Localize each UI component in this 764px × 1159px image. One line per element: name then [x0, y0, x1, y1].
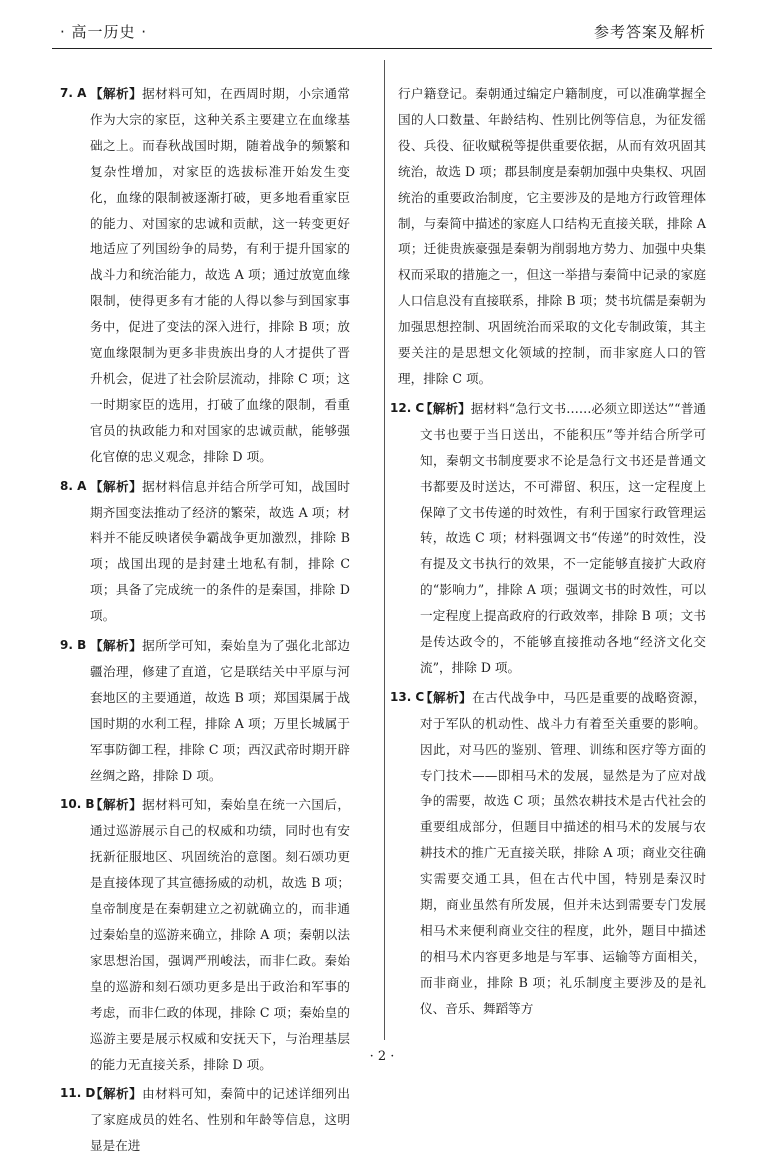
header-rule: [52, 48, 712, 49]
answer-text: 据材料可知，在西周时期，小宗通常作为大宗的家臣，这种关系主要建立在血缘基础之上。而春秋战国时期，随着战争的频繁和复杂性增加，对家臣的选拔标准开始发生变化，血缘的限制被逐渐打破，更多地看重家臣的能力、对国家的忠诚和贡献，这一转变更好地适应了列国纷争的局势，有利于提升国家的战斗力和统治能力，故选 A 项；通过放宽血缘限制，使得更多有才能的人得以参与到国家事务中，促进了变法的深入进行，排除 B 项；放宽血缘限制为更多非贵族出身的人才提供了晋升机会，促进了社会阶层流动，排除 C 项；这一时期家臣的选用，打破了血缘的限制，看重官员的执政能力和对国家的忠诚贡献，能够强化官僚的忠义观念，排除 D 项。: [90, 86, 351, 464]
answer-number: 13. C: [390, 689, 425, 704]
answer-item: [390, 685, 707, 1022]
header-title: 参考答案及解析: [593, 23, 706, 41]
answer-item: [60, 792, 351, 1077]
analysis-tag: 【解析】: [420, 689, 473, 705]
answer-text: 在古代战争中，马匹是重要的战略资源，对于军队的机动性、战斗力有着至关重要的影响。因此，对马匹的鉴别、管理、训练和医疗等方面的专门技术——即相马术的发展，显然是为了应对战争的需要，故选 C 项；虽然农耕技术是古代社会的重要组成部分，但题目中描述的相马术的发展与农耕技术的推广无直接关联，排除 A 项；商业交往确实需要交通工具，但在古代中国，特别是秦汉时期，商业虽然有所发展，但并未达到需要专门发展相马术来便利商业交往的程度，此外，题目中描述的相马术内容更多地是与军事、运输等方面相关，而非商业，排除 B 项；礼乐制度主要涉及的是礼仪、音乐、舞蹈等方: [420, 689, 707, 1016]
answer-number: 8. A: [60, 478, 87, 493]
answer-text: 据材料信息并结合所学可知，战国时期齐国变法推动了经济的繁荣，故选 A 项；材料并不能反映诸侯争霸战争更加激烈，排除 B 项；战国出现的是封建土地私有制，排除 C 项；具备了完成统一的条件的是秦国，排除 D 项。: [90, 478, 351, 624]
answer-text: 据材料“急行文书……必须立即送达”“普通文书也要于当日送出，不能积压”等并结合所学可知，秦朝文书制度要求不论是急行文书还是普通文书都要及时送达，不可滞留、积压，这一定程度上保障了文书传递的时效性，有利于国家行政管理运转，故选 C 项；材料强调文书“传递”的时效性，没有提及文书执行的效果，不一定能够直接扩大政府的“影响力”，排除 A 项；强调文书的时效性，可以一定程度上提高政府的行政效率，排除 B 项；文书是传达政令的，不能够直接推动各地“经济文化交流”，排除 D 项。: [420, 400, 706, 675]
answer-text: 据所学可知，秦始皇为了强化北部边疆治理，修建了直道，它是联结关中平原与河套地区的主要通道，故选 B 项；郑国渠属于战国时期的水利工程，排除 A 项；万里长城属于军事防御工程，排除 C 项；西汉武帝时期开辟丝绸之路，排除 D 项。: [90, 638, 351, 783]
analysis-tag: 【解析】: [90, 638, 143, 654]
answer-number: 12. C: [390, 400, 425, 415]
answer-item: [60, 474, 351, 629]
analysis-tag: 【解析】: [90, 86, 143, 101]
answer-item: [390, 396, 706, 681]
answer-text: 由材料可知，秦简中的记述详细列出了家庭成员的姓名、性别和年龄等信息，这明显是在进: [90, 1086, 351, 1154]
answer-item: [60, 81, 351, 470]
answer-number: 11. D: [60, 1086, 96, 1101]
header-subject: · 高一历史 ·: [60, 23, 148, 41]
page-number: · 2 ·: [369, 1049, 395, 1064]
analysis-tag: 【解析】: [90, 478, 143, 494]
answer-item: [60, 1081, 351, 1159]
answer-text: 据材料可知，秦始皇在统一六国后，通过巡游展示自己的权威和功绩，同时也有安抚新征服地区、巩固统治的意图。刻石颂功更是直接体现了其宣德扬威的动机，故选 B 项；皇帝制度是在秦朝建立之初就确立的，而非通过秦始皇的巡游来确立，排除 A 项；秦朝以法家思想治国，强调严刑峻法，而非仁政。秦始皇的巡游和刻石颂功更多是出于政治和军事的考虑，而非仁政的体现，排除 C 项；秦始皇的巡游主要是展示权威和安抚天下，与治理基层的能力无直接关系，排除 D 项。: [90, 797, 351, 1072]
continued-text: 行户籍登记。秦朝通过编定户籍制度，可以准确掌握全国的人口数量、年龄结构、性别比例等信息，为征发徭役、兵役、征收赋税等提供重要依据，从而有效巩固其统治，故选 D 项；郡县制度是秦朝加强中央集权、巩固统治的重要政治制度，它主要涉及的是地方行政管理体制，与秦简中描述的家庭人口结构无直接关联，排除 A 项；迁徙贵族豪强是秦朝为削弱地方势力、加强中央集权而采取的措施之一，但这一举措与秦简中记录的家庭人口信息没有直接联系，排除 B 项；焚书坑儒是秦朝为加强思想控制、巩固统治而采取的文化专制政策，其主要关注的是思想文化领域的控制，而非家庭人口的管理，排除 C 项。: [398, 86, 706, 386]
answer-number: 10. B: [60, 797, 95, 812]
analysis-tag: 【解析】: [90, 797, 143, 813]
column-divider: [384, 60, 385, 1040]
answer-number: 9. B: [60, 638, 87, 653]
analysis-tag: 【解析】: [90, 1086, 143, 1102]
left-column: [60, 81, 351, 1154]
right-column: [390, 81, 707, 1073]
answer-number: 7. A: [60, 86, 87, 100]
analysis-tag: 【解析】: [420, 400, 471, 416]
answer-item: [60, 633, 351, 788]
